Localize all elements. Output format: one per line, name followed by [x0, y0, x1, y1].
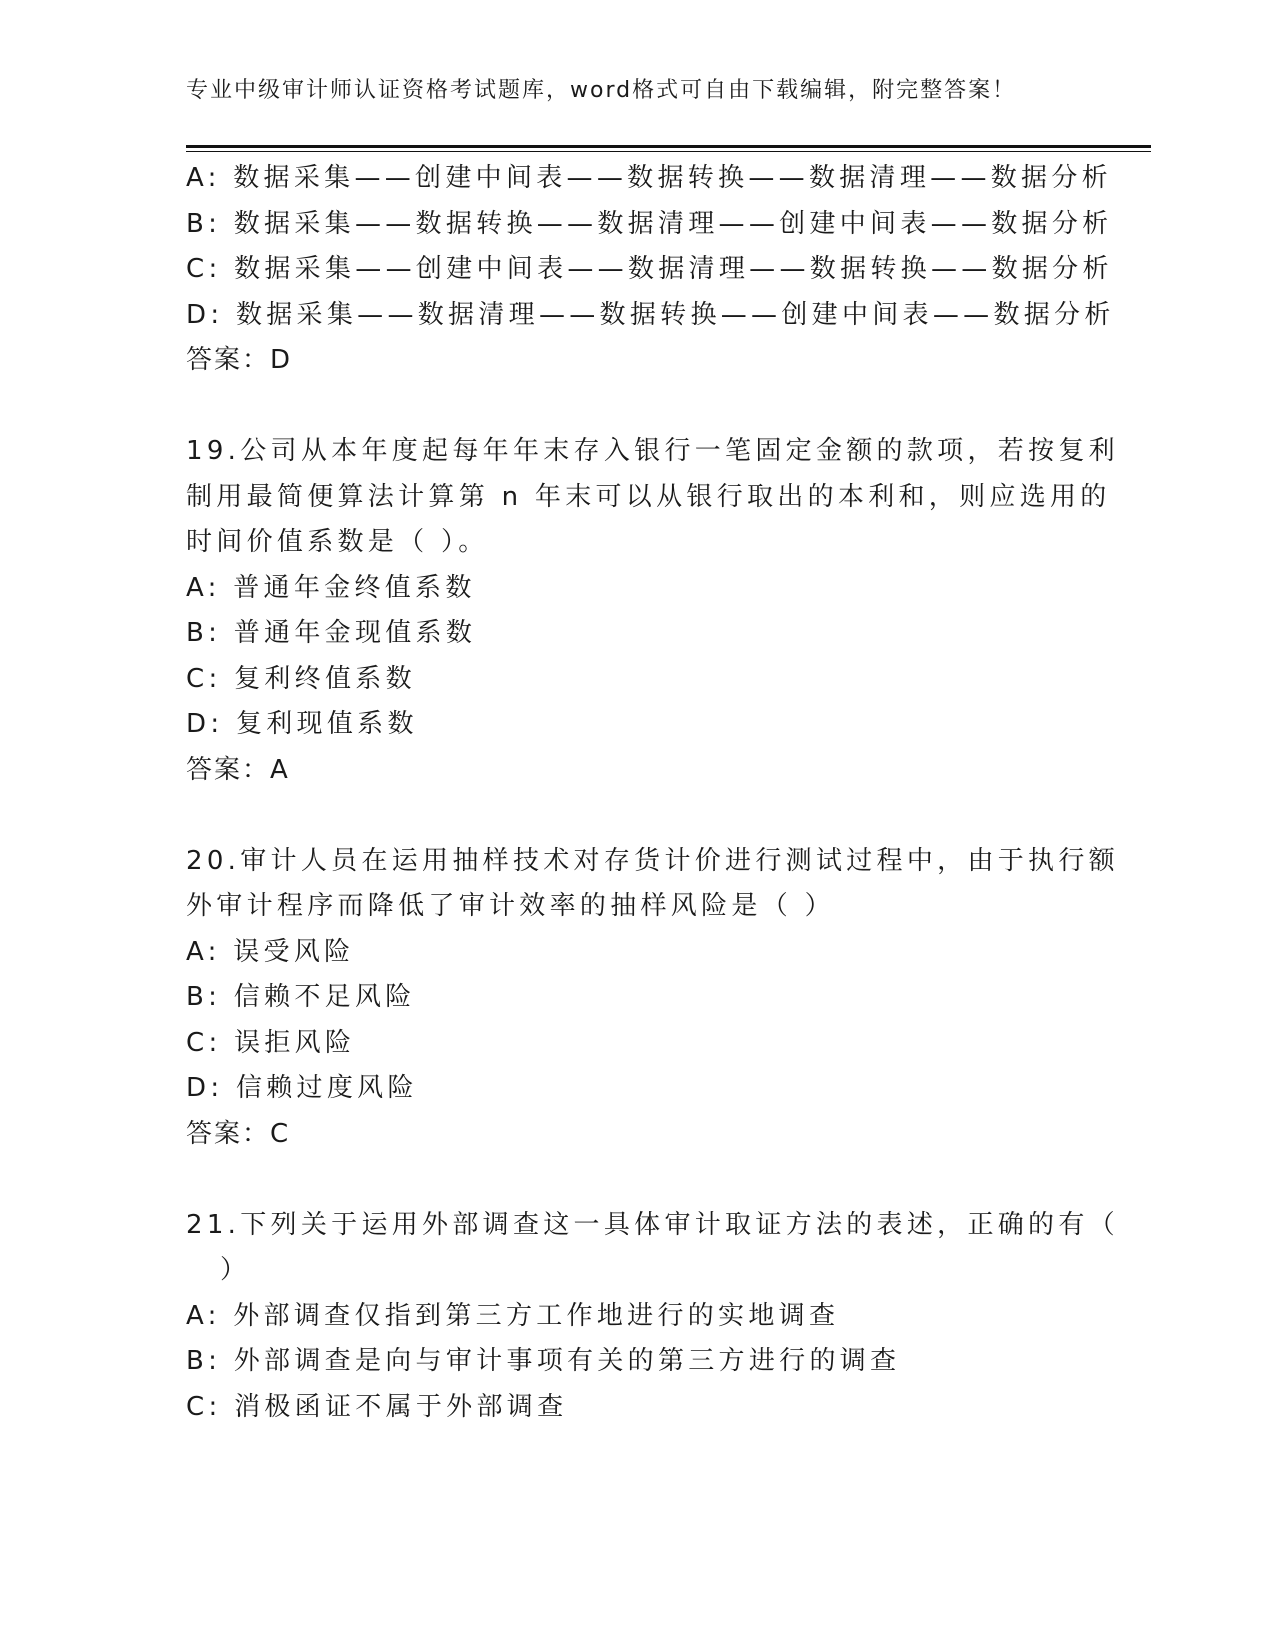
option-b: B: 数据采集——数据转换——数据清理——创建中间表——数据分析	[186, 208, 1113, 239]
option-a: A: 误受风险	[186, 936, 355, 967]
option-a: A: 普通年金终值系数	[186, 572, 476, 603]
option-a: A: 数据采集——创建中间表——数据转换——数据清理——数据分析	[186, 163, 1112, 193]
option-c: C: 误拒风险	[186, 1027, 356, 1058]
option-c: C: 数据采集——创建中间表——数据清理——数据转换——数据分析	[186, 254, 1113, 284]
page-header: 专业中级审计师认证资格考试题库，word格式可自由下载编辑，附完整答案！	[186, 78, 1017, 103]
option-c: C: 复利终值系数	[186, 663, 416, 694]
question-text-line: 19.公司从本年度起每年年末存入银行一笔固定金额的款项，若按复利	[186, 436, 1119, 466]
answer: 答案：A	[186, 754, 290, 785]
option-d: D: 复利现值系数	[186, 709, 418, 739]
option-b: B: 信赖不足风险	[186, 982, 416, 1012]
option-d: D: 数据采集——数据清理——数据转换——创建中间表——数据分析	[186, 299, 1115, 330]
question-content	[186, 156, 1119, 1430]
spacer	[186, 1157, 1086, 1203]
question-text-line: 时间价值系数是（ ）。	[186, 527, 489, 557]
option-b: B: 普通年金现值系数	[186, 618, 477, 648]
question-18	[186, 156, 1115, 384]
option-b: B: 外部调查是向与审计事项有关的第三方进行的调查	[186, 1346, 901, 1376]
question-21	[186, 1203, 1119, 1431]
question-19	[186, 429, 1119, 793]
header-rule-thin	[186, 151, 1151, 152]
question-20	[186, 839, 1119, 1158]
spacer	[186, 384, 1086, 430]
question-text-line: 20.审计人员在运用抽样技术对存货计价进行测试过程中，由于执行额	[186, 845, 1119, 876]
option-a: A: 外部调查仅指到第三方工作地进行的实地调查	[186, 1300, 840, 1331]
question-text-line: 21.下列关于运用外部调查这一具体审计取证方法的表述，正确的有（	[186, 1209, 1119, 1240]
answer: 答案：D	[186, 345, 293, 375]
option-c: C: 消极函证不属于外部调查	[186, 1391, 568, 1422]
question-text-line: ）	[220, 1255, 251, 1285]
answer: 答案：C	[186, 1118, 291, 1149]
spacer	[186, 793, 1086, 839]
option-d: D: 信赖过度风险	[186, 1073, 418, 1103]
header-rule-thick	[186, 145, 1151, 148]
question-text-line: 外审计程序而降低了审计效率的抽样风险是（ ）	[186, 891, 835, 921]
question-text-line: 制用最简便算法计算第 n 年末可以从银行取出的本利和，则应选用的	[186, 481, 1111, 512]
